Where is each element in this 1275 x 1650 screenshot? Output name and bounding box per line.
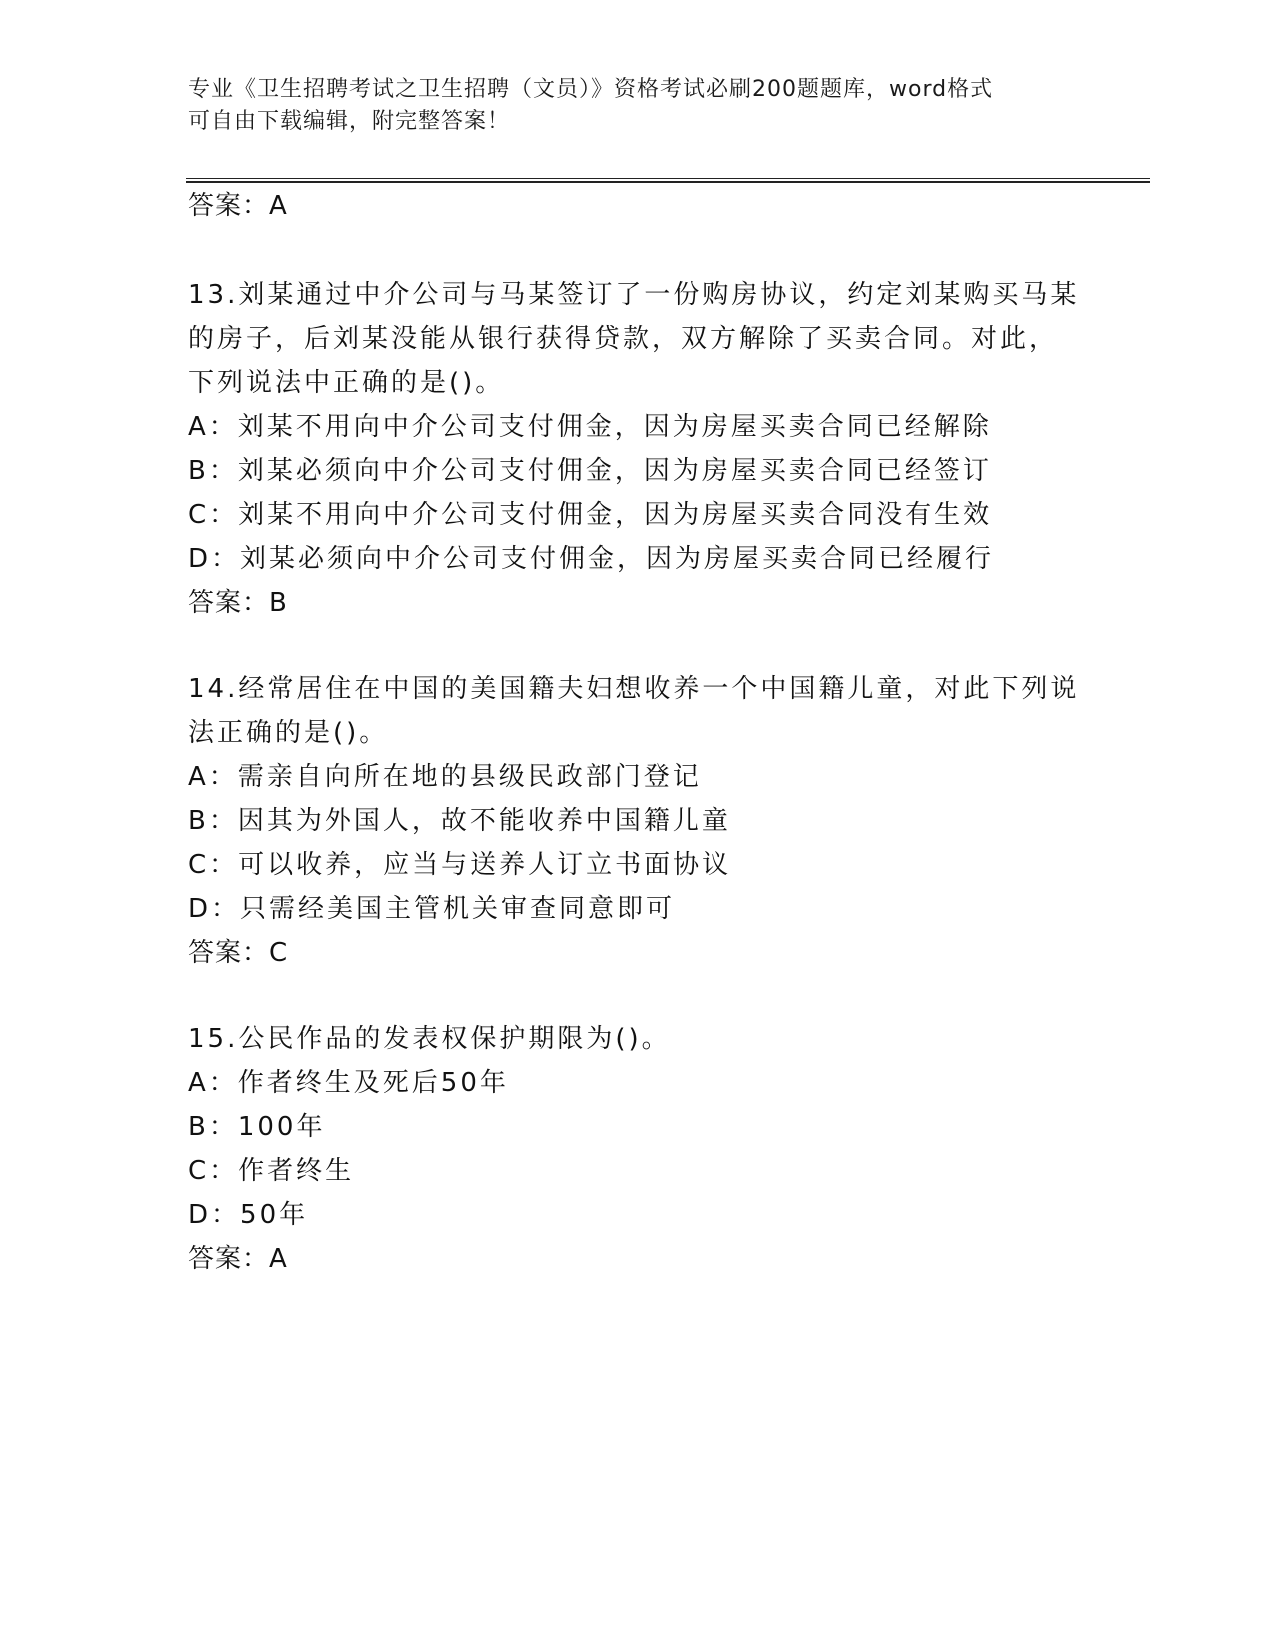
question-15-option-d: D：50年: [188, 1200, 309, 1230]
question-13-option-c: C：刘某不用向中介公司支付佣金，因为房屋买卖合同没有生效: [188, 500, 993, 530]
header-divider: [186, 178, 1150, 183]
document-header: [188, 74, 1068, 138]
header-line-1: 专业《卫生招聘考试之卫生招聘（文员）》资格考试必刷200题题库，word格式: [188, 77, 994, 102]
question-14-option-a: A：需亲自向所在地的县级民政部门登记: [188, 762, 702, 792]
question-13-option-d: D：刘某必须向中介公司支付佣金，因为房屋买卖合同已经履行: [188, 544, 995, 574]
question-13-stem-line-2: 的房子，后刘某没能从银行获得贷款，双方解除了买卖合同。对此，: [188, 324, 1059, 354]
question-15-option-a: A：作者终生及死后50年: [188, 1068, 509, 1098]
question-13-answer: 答案：B: [188, 588, 288, 618]
question-15-option-b: B：100年: [188, 1112, 326, 1142]
question-15-stem-line-1: 15.公民作品的发表权保护期限为()。: [188, 1024, 671, 1054]
header-line-2: 可自由下载编辑，附完整答案！: [188, 109, 511, 134]
question-14-answer: 答案：C: [188, 938, 289, 968]
previous-answer: 答案：A: [188, 191, 288, 221]
question-14-option-b: B：因其为外国人，故不能收养中国籍儿童: [188, 806, 731, 836]
question-13-stem-line-1: 13.刘某通过中介公司与马某签订了一份购房协议，约定刘某购买马某: [188, 280, 1080, 310]
question-14-stem-line-1: 14.经常居住在中国的美国籍夫妇想收养一个中国籍儿童，对此下列说: [188, 674, 1080, 704]
question-14-option-d: D：只需经美国主管机关审查同意即可: [188, 894, 676, 924]
question-13-option-b: B：刘某必须向中介公司支付佣金，因为房屋买卖合同已经签订: [188, 456, 992, 486]
question-14-option-c: C：可以收养，应当与送养人订立书面协议: [188, 850, 732, 880]
question-15-answer: 答案：A: [188, 1244, 288, 1274]
question-13-option-a: A：刘某不用向中介公司支付佣金，因为房屋买卖合同已经解除: [188, 412, 992, 442]
question-15-option-c: C：作者终生: [188, 1156, 355, 1186]
question-14-stem-line-2: 法正确的是()。: [188, 718, 389, 748]
question-13-stem-line-3: 下列说法中正确的是()。: [188, 368, 505, 398]
